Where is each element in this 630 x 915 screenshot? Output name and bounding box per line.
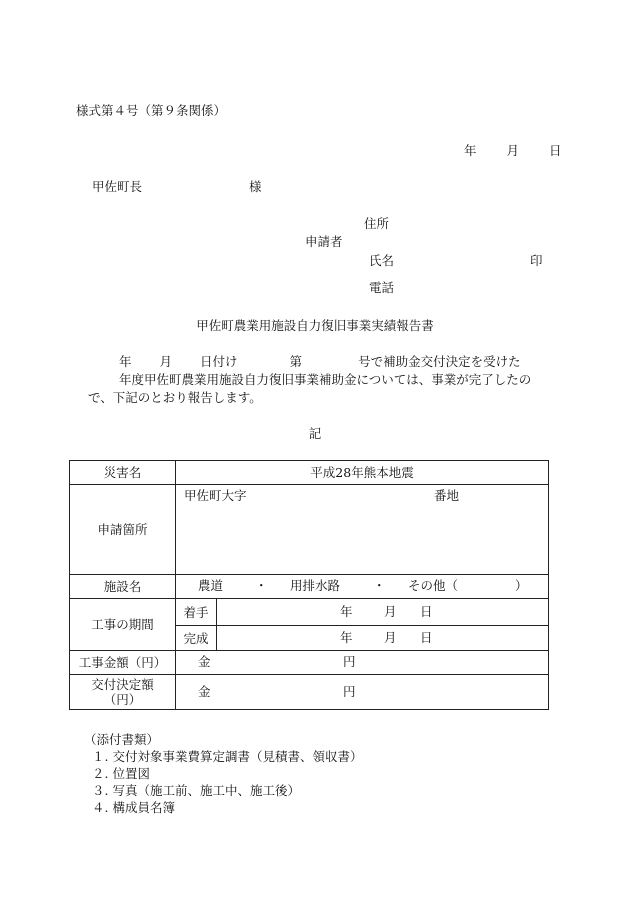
option-separator: ・ [255,578,268,593]
end-day: 日 [420,630,433,645]
option-other-close: ） [515,578,528,593]
report-table [69,460,549,710]
start-month: 月 [384,604,397,619]
row-facility [70,575,549,599]
end-date-field[interactable] [217,626,549,651]
attachment-item: ２. 位置図 [92,766,150,781]
period-label: 工事の期間 [70,599,176,651]
start-year: 年 [340,604,353,619]
location-prefix: 甲佐町大字 [184,488,247,503]
end-month: 月 [384,630,397,645]
grant-kin: 金 [198,684,211,699]
name-label: 氏名 [369,253,395,268]
date-day: 日 [549,143,562,158]
end-year: 年 [340,630,353,645]
submission-date [464,145,562,158]
row-cost [70,651,549,675]
cost-label: 工事金額（円） [70,651,176,675]
option-separator: ・ [373,578,386,593]
disaster-value: 平成28年熊本地震 [176,461,549,485]
row-period-start [70,599,549,626]
cost-kin: 金 [198,654,211,669]
grant-label [70,675,176,710]
option-irrigation[interactable]: 用排水路 [290,578,341,593]
body-line-1: 年 月 日付け 第 号で補助金交付決定を受けた [119,354,521,369]
honorific: 様 [249,179,262,194]
date-year: 年 [464,143,477,158]
body-line-3: で、下記のとおり報告します。 [88,390,262,405]
attachment-item: ４. 構成員名簿 [92,800,175,815]
start-date-field[interactable] [217,599,549,626]
grant-label-line2: （円） [103,692,142,707]
attachment-item: １. 交付対象事業費算定調書（見積書、領収書） [92,749,363,764]
end-label: 完成 [176,626,217,651]
report-title: 甲佐町農業用施設自力復旧事業実績報告書 [196,318,434,333]
seal-mark: 印 [530,253,543,268]
facility-options [176,575,549,599]
grant-yen: 円 [343,684,356,699]
form-number: 様式第４号（第９条関係） [76,103,227,118]
ki-heading: 記 [308,426,322,441]
grant-field[interactable] [176,675,549,710]
facility-label: 施設名 [70,575,176,599]
location-field[interactable] [176,485,549,575]
address-label: 住所 [364,216,390,231]
start-label: 着手 [176,599,217,626]
date-month: 月 [506,143,520,158]
option-other[interactable]: その他（ [408,578,459,593]
body-line-2: 年度甲佐町農業用施設自力復旧事業補助金については、事業が完了したの [119,372,532,387]
attachments-heading: （添付書類） [84,732,160,747]
start-day: 日 [420,604,433,619]
disaster-label: 災害名 [70,461,176,485]
row-location [70,485,549,575]
attachments [84,731,362,816]
grant-label-line1: 交付決定額 [91,677,154,692]
addressee: 甲佐町長 [92,179,143,194]
phone-label: 電話 [369,280,395,295]
option-farm-road[interactable]: 農道 [198,578,224,593]
location-label: 申請箇所 [70,485,176,575]
row-disaster [70,461,549,485]
row-grant [70,675,549,710]
cost-field[interactable] [176,651,549,675]
location-suffix: 番地 [434,488,460,503]
applicant-label: 申請者 [305,234,343,249]
attachment-item: ３. 写真（施工前、施工中、施工後） [92,783,300,798]
cost-yen: 円 [343,654,356,669]
